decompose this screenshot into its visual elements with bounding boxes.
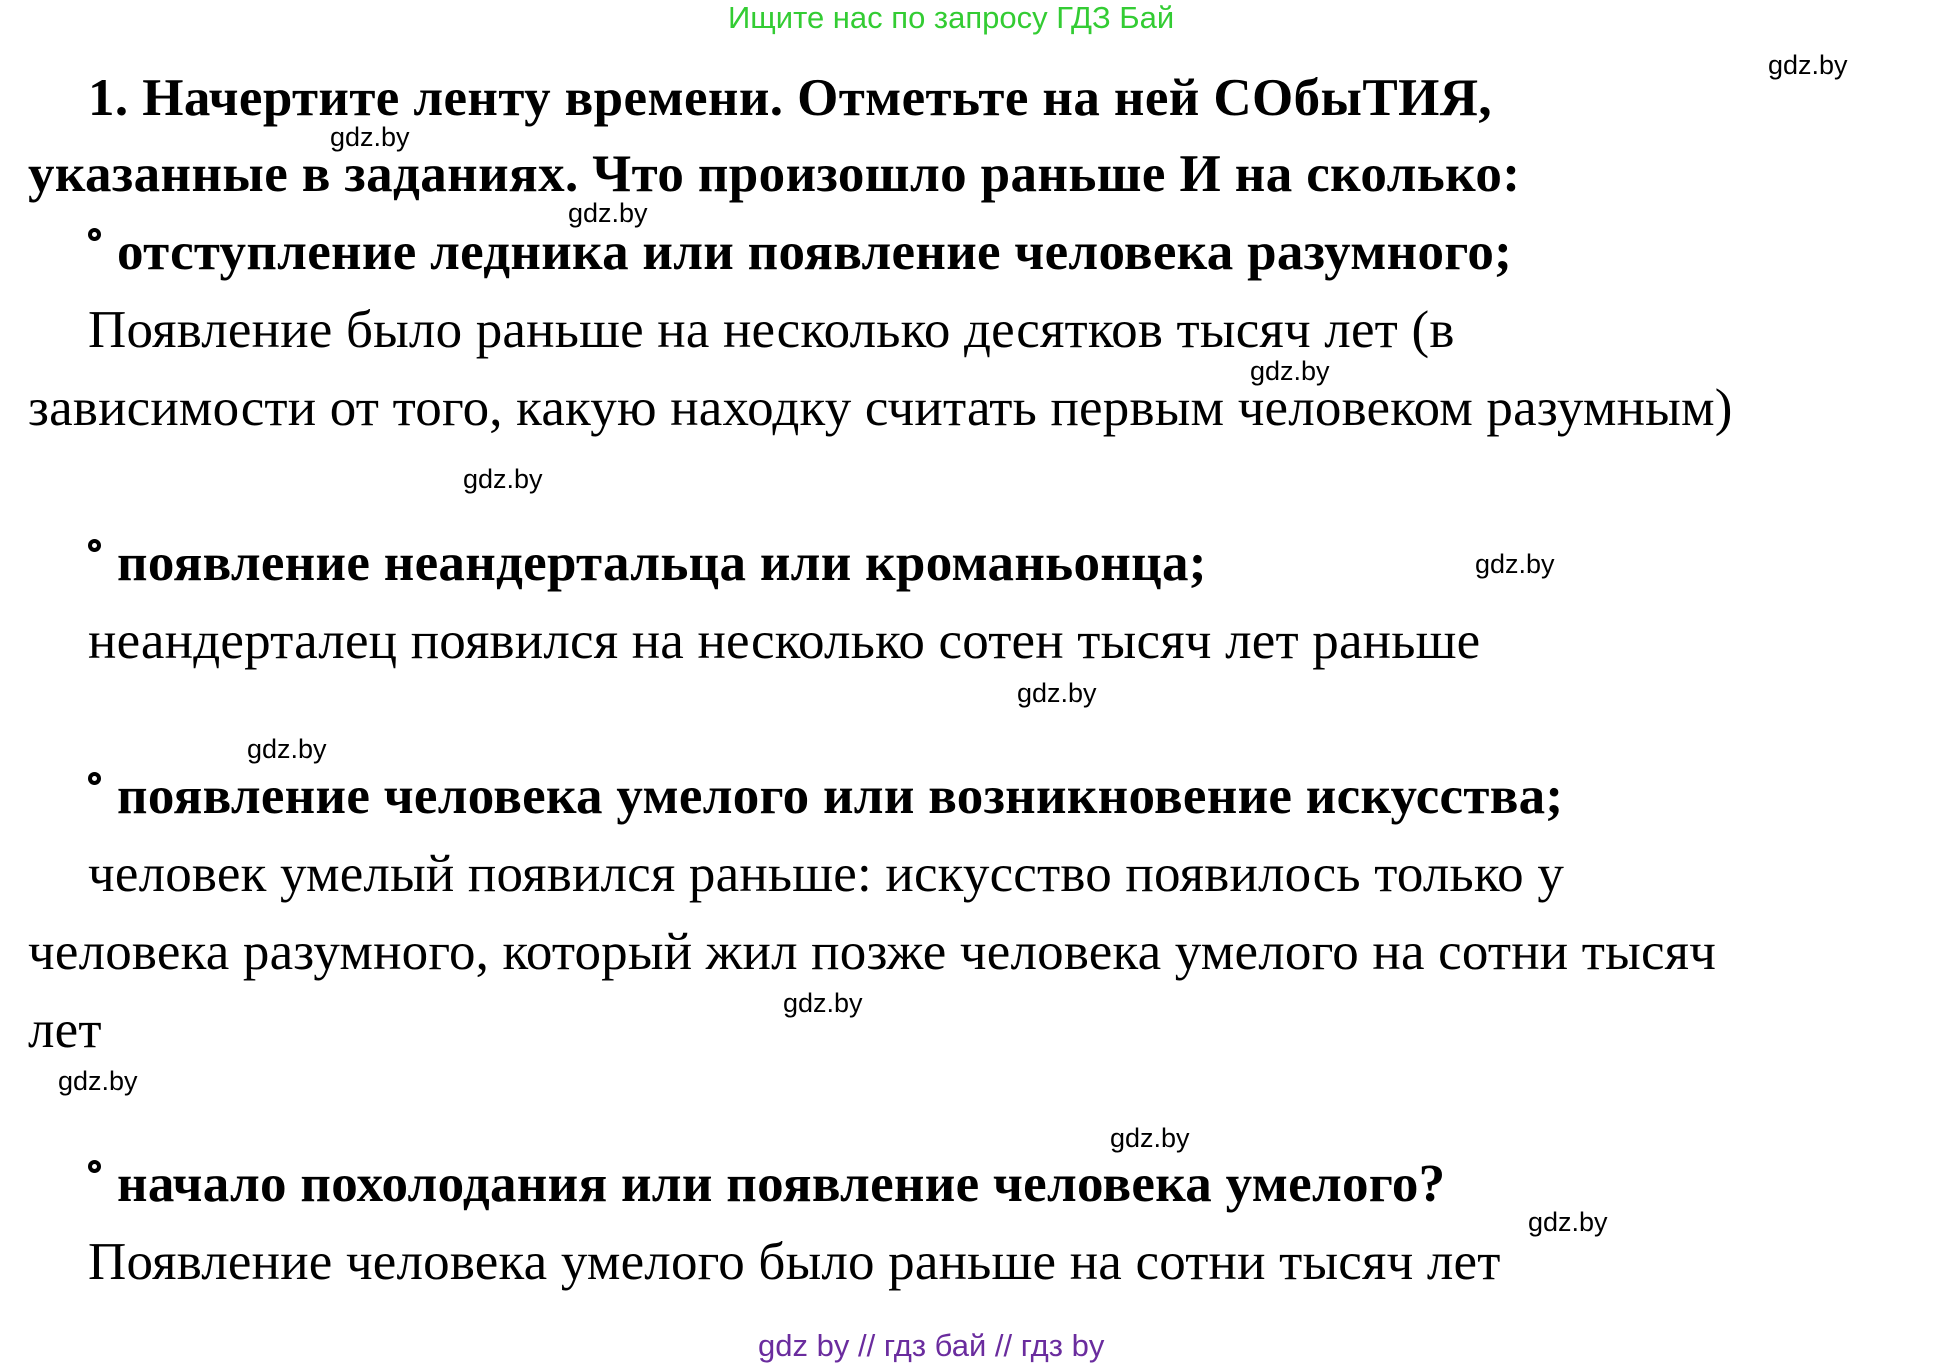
answer-1-line-1: Появление было раньше на несколько десятков тысяч лет (в: [88, 301, 1455, 359]
task-heading-line-1: 1. Начертите ленту времени. Отметьте на ней СОбыТИЯ,: [88, 69, 1493, 127]
bullet-circle-icon: [88, 539, 101, 552]
watermark: gdz.by: [247, 734, 327, 764]
watermark: gdz.by: [783, 988, 863, 1018]
question-4-text: начало похолодания или появление человека умелого?: [117, 1155, 1446, 1213]
watermark: gdz.by: [1250, 356, 1330, 386]
question-2: [88, 534, 1207, 592]
footer-link-gdz-by-ru[interactable]: гдз by: [1020, 1328, 1105, 1363]
question-3: [88, 767, 1564, 825]
answer-4-line-1: Появление человека умелого было раньше на сотни тысяч лет: [88, 1233, 1501, 1291]
watermark: gdz.by: [1110, 1123, 1190, 1153]
watermark: gdz.by: [330, 122, 410, 152]
answer-1-line-2: зависимости от того, какую находку считать первым человеком разумным): [28, 379, 1733, 437]
bullet-circle-icon: [88, 772, 101, 785]
footer-separator: //: [994, 1328, 1013, 1363]
question-4: [88, 1155, 1446, 1213]
question-3-text: появление человека умелого или возникновение искусства;: [117, 767, 1564, 825]
footer-separator: //: [857, 1328, 876, 1363]
watermark: gdz.by: [568, 198, 648, 228]
watermark: gdz.by: [1528, 1207, 1608, 1237]
bullet-circle-icon: [88, 228, 101, 241]
footer-links: [758, 1330, 1104, 1361]
watermark: gdz.by: [463, 464, 543, 494]
search-banner: Ищите нас по запросу ГДЗ Бай: [728, 0, 1175, 35]
footer-link-gdz-by[interactable]: gdz by: [758, 1328, 850, 1363]
watermark: gdz.by: [1475, 549, 1555, 579]
question-1: [88, 223, 1513, 281]
footer-link-gdz-bai[interactable]: гдз бай: [883, 1328, 987, 1363]
watermark: gdz.by: [1768, 50, 1848, 80]
task-heading-line-2: указанные в заданиях. Что произошло раньше И на сколько:: [28, 145, 1521, 203]
answer-2-line-1: неандерталец появился на несколько сотен тысяч лет раньше: [88, 612, 1481, 670]
bullet-circle-icon: [88, 1160, 101, 1173]
answer-3-line-2: человека разумного, который жил позже человека умелого на сотни тысяч: [28, 923, 1717, 981]
question-1-text: отступление ледника или появление человека разумного;: [117, 223, 1513, 281]
answer-3-line-3: лет: [28, 1001, 102, 1059]
watermark: gdz.by: [58, 1066, 138, 1096]
answer-3-line-1: человек умелый появился раньше: искусство появилось только у: [88, 845, 1565, 903]
question-2-text: появление неандертальца или кроманьонца;: [117, 534, 1207, 592]
watermark: gdz.by: [1017, 678, 1097, 708]
